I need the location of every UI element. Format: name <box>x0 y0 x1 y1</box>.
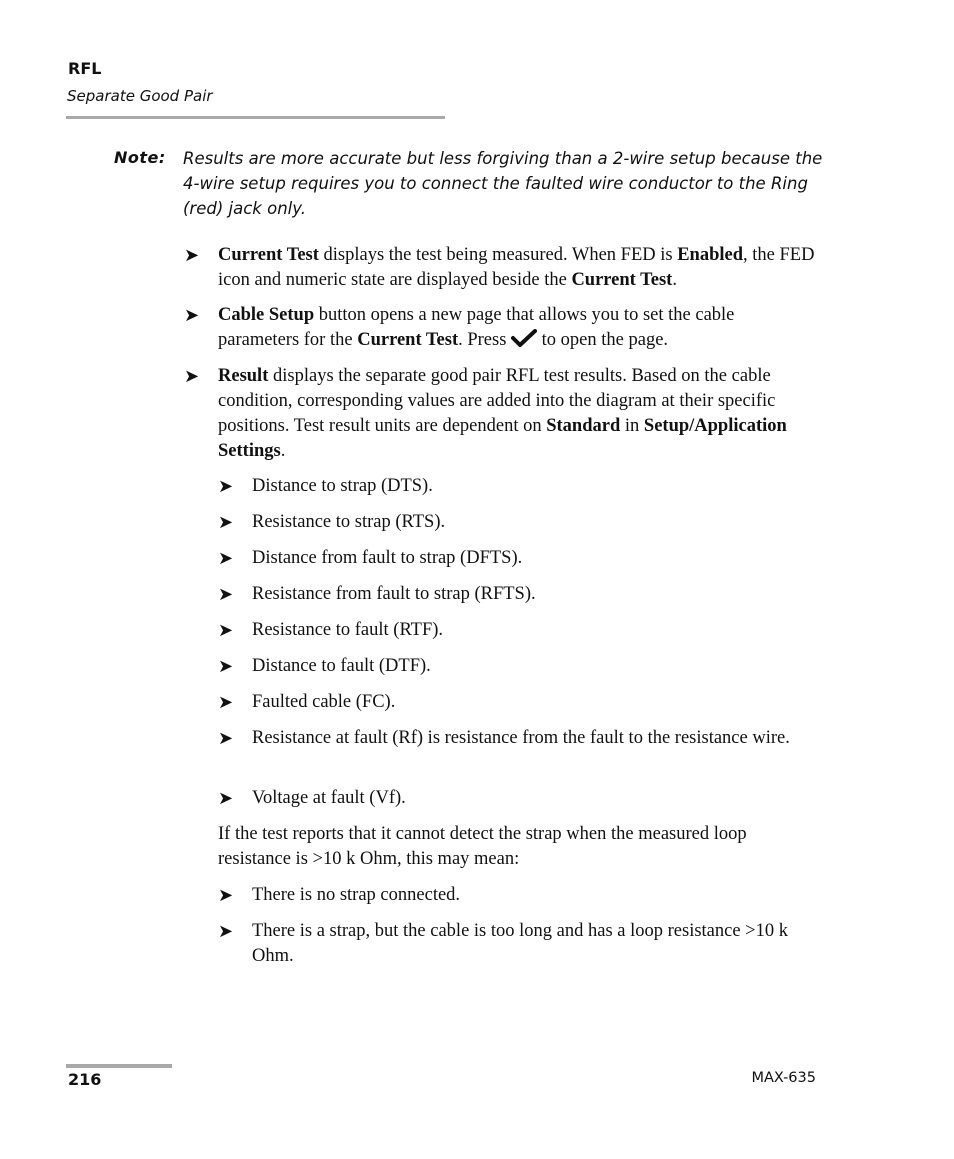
page-number: 216 <box>68 1070 102 1089</box>
bullet-text: , the FED icon and numeric state are displayed beside the <box>218 245 815 290</box>
bullet-arrow-icon: ➤ <box>218 512 234 532</box>
term-cable-setup: Cable Setup <box>218 305 315 325</box>
list-item-text: Resistance to strap (RTS). <box>252 512 446 532</box>
bullet-arrow-icon: ➤ <box>218 692 234 712</box>
note-label: Note: <box>114 148 166 167</box>
list-item-text: Resistance from fault to strap (RFTS). <box>252 584 536 604</box>
bullet-cable-setup <box>184 303 818 353</box>
list-item <box>218 546 822 571</box>
bullet-text: . <box>280 441 286 461</box>
list-item <box>218 654 822 679</box>
list-item <box>218 510 822 535</box>
strap-paragraph: If the test reports that it cannot detect the strap when the measured loop resistance is >10 k Ohm, this may mean: <box>218 824 747 869</box>
bullet-text: button opens a new page that allows you to set the cable parameters for the <box>218 305 735 350</box>
list-item-text: Distance to fault (DTF). <box>252 656 431 676</box>
list-item <box>218 690 822 715</box>
header-subtitle: Separate Good Pair <box>67 87 213 105</box>
bullet-arrow-icon: ➤ <box>184 305 200 325</box>
term-standard: Standard <box>546 416 621 436</box>
bullet-arrow-icon: ➤ <box>218 476 234 496</box>
list-item-text: Distance to strap (DTS). <box>252 476 433 496</box>
bullet-current-test <box>184 243 818 293</box>
term-current-test: Current Test <box>218 245 319 265</box>
header-rule <box>66 116 445 119</box>
bullet-arrow-icon: ➤ <box>218 728 234 748</box>
list-item-text: Resistance to fault (RTF). <box>252 620 444 640</box>
bullet-arrow-icon: ➤ <box>218 921 234 941</box>
bullet-text: in <box>620 416 644 436</box>
list-item-text: There is a strap, but the cable is too long and has a loop resistance >10 k Ohm. <box>252 921 788 966</box>
bullet-text: to open the page. <box>537 330 669 350</box>
bullet-arrow-icon: ➤ <box>218 584 234 604</box>
checkmark-icon <box>511 329 537 347</box>
list-item-text: There is no strap connected. <box>252 885 461 905</box>
bullet-result <box>184 364 818 464</box>
bullet-text: displays the test being measured. When FED is <box>318 245 678 265</box>
list-item <box>218 474 822 499</box>
term-enabled: Enabled <box>677 245 744 265</box>
list-item-text: Resistance at fault (Rf) is resistance from the fault to the resistance wire. <box>252 728 790 748</box>
bullet-arrow-icon: ➤ <box>218 788 234 808</box>
header-title: RFL <box>68 59 102 78</box>
list-item <box>218 618 822 643</box>
list-item <box>218 883 822 908</box>
list-item-text: Faulted cable (FC). <box>252 692 396 712</box>
bullet-arrow-icon: ➤ <box>184 366 200 386</box>
term-current-test: Current Test <box>357 330 459 350</box>
bullet-arrow-icon: ➤ <box>218 656 234 676</box>
list-item <box>218 582 822 607</box>
term-result: Result <box>218 366 269 386</box>
list-item-text: Voltage at fault (Vf). <box>252 788 406 808</box>
bullet-arrow-icon: ➤ <box>218 620 234 640</box>
list-item-text: Distance from fault to strap (DFTS). <box>252 548 523 568</box>
footer-rule <box>66 1064 172 1068</box>
bullet-arrow-icon: ➤ <box>218 548 234 568</box>
list-item <box>218 726 822 751</box>
list-item <box>218 919 822 969</box>
term-setup-application-settings: Setup/Application Settings <box>218 416 787 461</box>
bullet-text: . Press <box>458 330 512 350</box>
bullet-arrow-icon: ➤ <box>184 245 200 265</box>
note-text: Results are more accurate but less forgiving than a 2-wire setup because the 4-wire setup requires you to connect the faulted wire conductor to the Ring (red) jack only. <box>183 149 823 218</box>
term-current-test: Current Test <box>571 270 673 290</box>
bullet-text: displays the separate good pair RFL test results. Based on the cable condition, corresponding values are added into the diagram at their specific positions. Test result units are dependent on <box>218 366 776 436</box>
product-name: MAX-635 <box>751 1070 816 1086</box>
list-item <box>218 786 822 811</box>
bullet-text: . <box>672 270 677 290</box>
bullet-arrow-icon: ➤ <box>218 885 234 905</box>
